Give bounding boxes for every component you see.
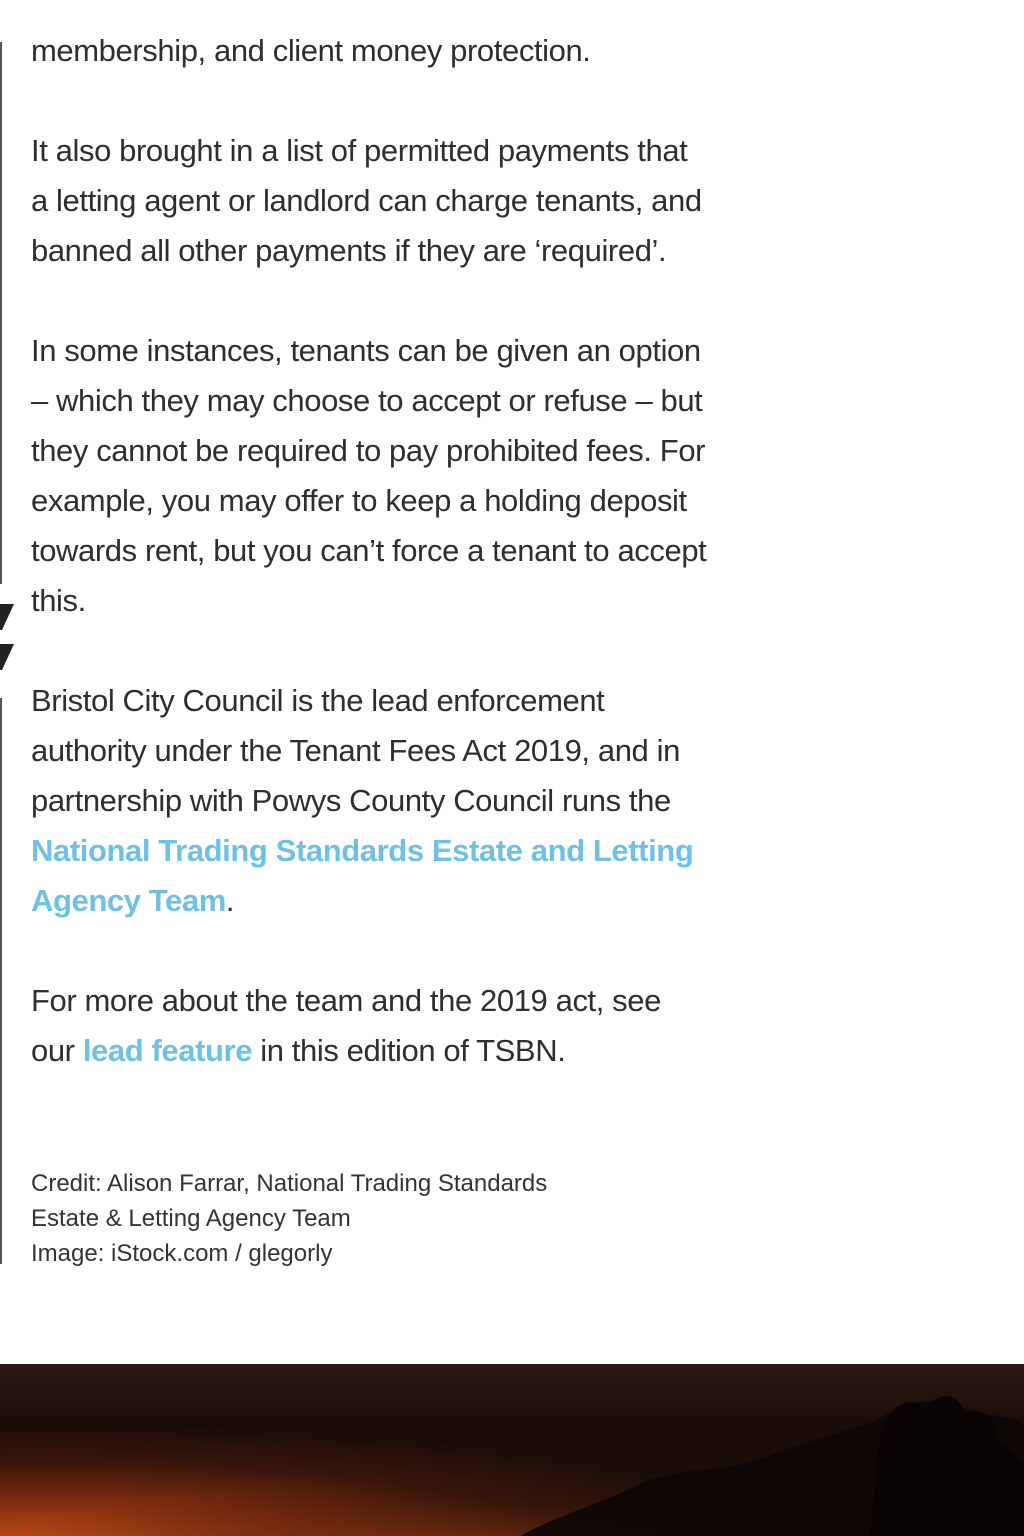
paragraph-tenant-options [31, 326, 711, 626]
article-body [31, 26, 711, 1126]
credits-block [31, 1166, 711, 1271]
paragraph-permitted-payments [31, 126, 711, 276]
team-link[interactable]: National Trading Standards Estate and Letting Agency Team [31, 833, 694, 918]
pull-quote-mark-icon [0, 604, 16, 672]
credit-line-2: Estate & Letting Agency Team [31, 1205, 351, 1232]
paragraph-bristol-council-text: Bristol City Council is the lead enforcement authority under the Tenant Fees Act 2019, and in partnership with Powys County Council runs the [31, 683, 680, 818]
paragraph-bristol-council [31, 676, 711, 926]
paragraph-tenant-options-text: In some instances, tenants can be given an option – which they may choose to accept or refuse – but they cannot be required to pay prohibited fees. For example, you may offer to keep a holding deposit towards rent, but you can’t force a tenant to accept this. [31, 333, 707, 618]
paragraph-membership [31, 26, 711, 76]
left-rule-bottom [0, 698, 2, 1264]
left-rule-top [0, 42, 2, 584]
paragraph-permitted-payments-text: It also brought in a list of permitted payments that a letting agent or landlord can charge tenants, and banned all other payments if they are ‘required’. [31, 133, 702, 268]
fire-photo-image [0, 1364, 1024, 1536]
image-credit: Image: iStock.com / glegorly [31, 1240, 333, 1267]
paragraph-membership-text: membership, and client money protection. [31, 33, 591, 68]
paragraph-bristol-council-end: . [225, 883, 235, 918]
credit-line-1: Credit: Alison Farrar, National Trading Standards [31, 1170, 548, 1197]
fire-photo [0, 1364, 1024, 1536]
paragraph-more-info-text: For more about the team and the 2019 act, see our [31, 983, 661, 1068]
paragraph-more-info [31, 976, 711, 1076]
paragraph-more-info-end: in this edition of TSBN. [252, 1033, 566, 1068]
lead-feature-link[interactable]: lead feature [82, 1033, 253, 1068]
